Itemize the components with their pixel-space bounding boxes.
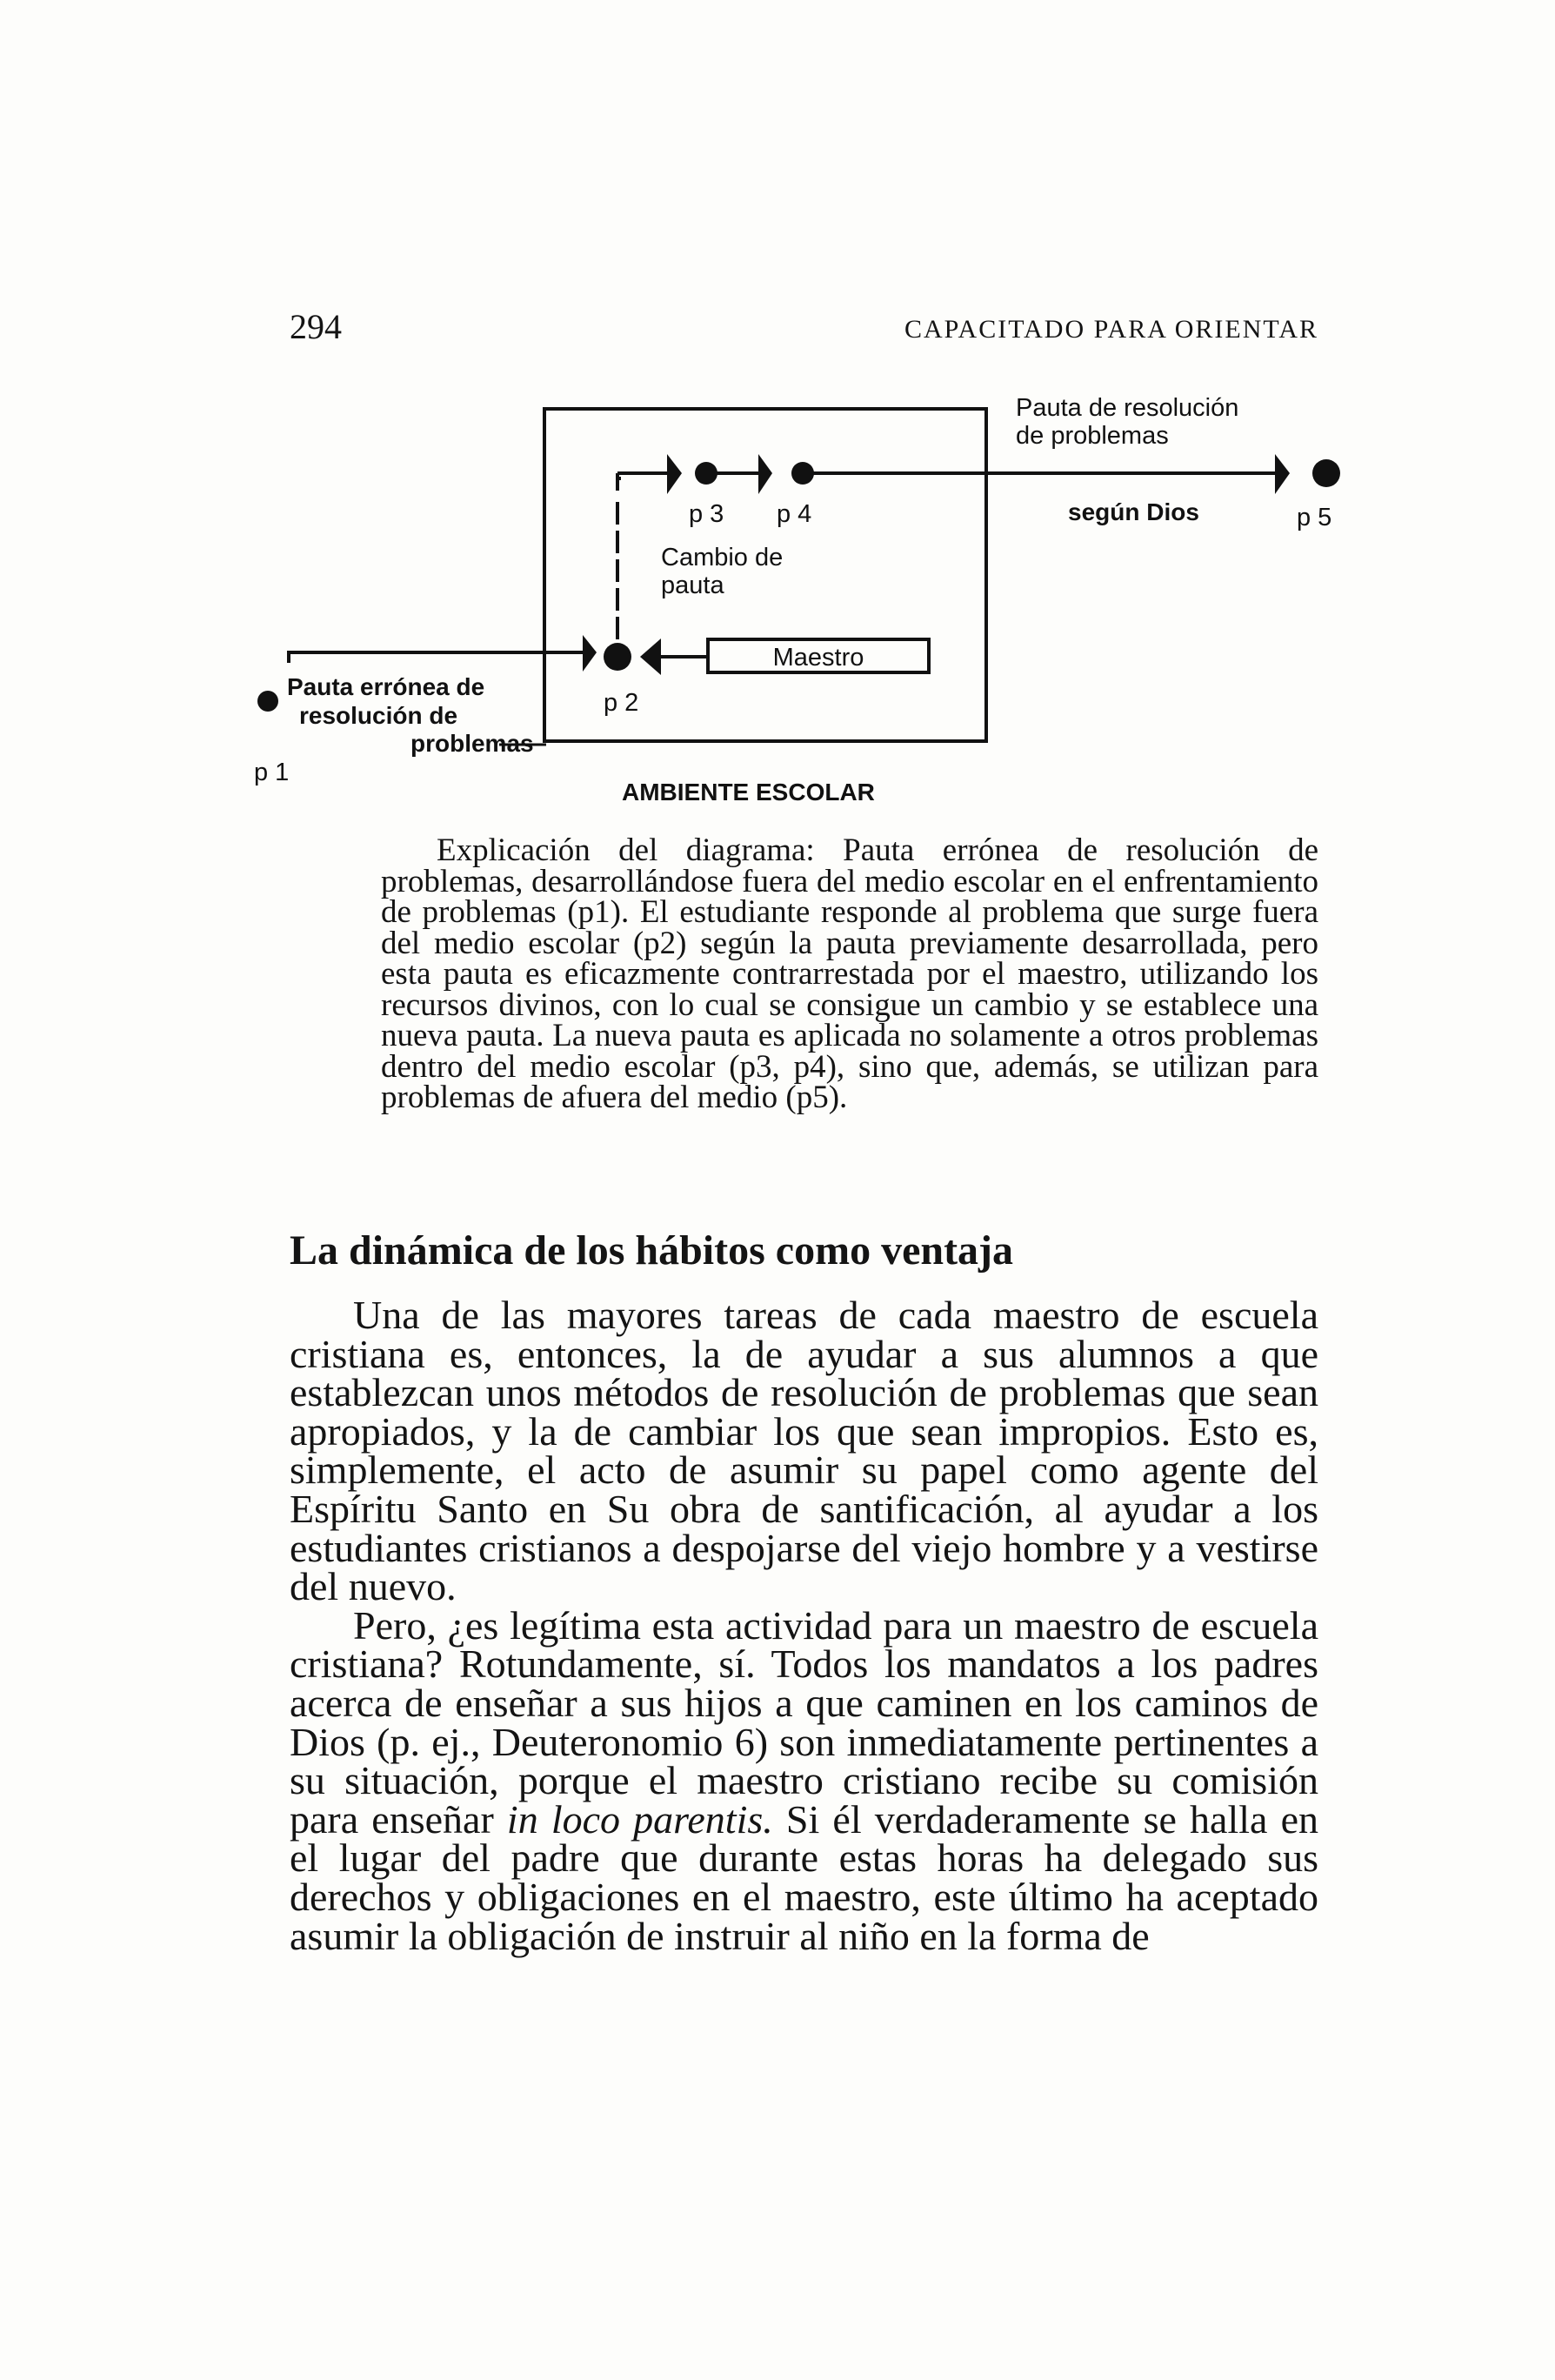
arrow-to-p3 xyxy=(667,454,682,494)
paragraph-2 xyxy=(290,1602,1319,1958)
section-title: La dinámica de los hábitos como ventaja xyxy=(290,1227,1014,1274)
point-p1 xyxy=(257,691,278,712)
teacher-box-label: Maestro xyxy=(772,644,864,672)
page-number: 294 xyxy=(290,307,342,346)
top-right-label-1: Pauta de resolución xyxy=(1016,394,1239,422)
outside-pattern-label-3: problemas xyxy=(410,730,534,757)
point-p2-label: p 2 xyxy=(604,689,639,717)
point-p5 xyxy=(1312,459,1340,487)
arrow-to-p2 xyxy=(583,635,597,672)
latin-phrase: in loco parentis. xyxy=(506,1796,773,1842)
paragraph-2-end: Si él verdaderamente se halla en el lugar del padre que durante estas horas ha delegado sus derechos y obligaciones en el maestro, este último ha aceptado asumir la obligación de instruir al niño en la forma de xyxy=(290,1796,1319,1958)
environment-label: AMBIENTE ESCOLAR xyxy=(622,779,875,806)
point-p1-label: p 1 xyxy=(254,759,290,786)
pattern-change-label-1: Cambio de xyxy=(661,544,784,572)
diagram-caption xyxy=(381,832,1318,1115)
teacher-arrow-head xyxy=(640,638,661,675)
point-p5-label: p 5 xyxy=(1297,504,1332,531)
segun-dios-label: según Dios xyxy=(1068,498,1199,525)
outside-pattern-line xyxy=(289,652,585,663)
caption-text: Explicación del diagrama: Pauta errónea de resolución de problemas, desarrollándose fuera del medio escolar en el enfrentamiento de problemas (p1). El estudiante responde al problema que surge fuera del medio escolar (p2) según la pauta previamente desarrollada, pero esta pauta es eficazmente contrarrestada por el maestro, utilizando los recursos divinos, con lo cual se consigue un cambio y se establece una nueva pauta. La nueva pauta es aplicada no solamente a otros problemas dentro del medio escolar (p3, p4), sino que, además, se utilizan para problemas de afuera del medio (p5). xyxy=(381,832,1318,1115)
point-p4-label: p 4 xyxy=(777,500,812,528)
arrow-to-p4 xyxy=(758,454,772,494)
point-p2 xyxy=(604,643,631,671)
point-p3-label: p 3 xyxy=(689,500,724,528)
habit-pattern-diagram xyxy=(252,374,1383,826)
outside-pattern-label-2: resolución de xyxy=(299,702,458,729)
outside-pattern-label-1: Pauta errónea de xyxy=(287,673,485,700)
paragraph-1: Una de las mayores tareas de cada maestro de escuela cristiana es, entonces, la de ayudar a sus alumnos a que establezcan unos métodos de resolución de problemas que sean apropiados, y la de cambiar los que sean impropios. Esto es, simplemente, el acto de asumir su papel como agente del Espíritu Santo en Su obra de santificación, al ayudar a los estudiantes cristianos a despojarse del viejo hombre y a vestirse del nuevo. xyxy=(290,1293,1318,1609)
paragraph-2-start: Pero, ¿es legítima esta actividad para un maestro de escuela cristiana? Rotundamente, sí. Todos los mandatos a los padres acerca de enseñar a sus hijos a que caminen en los caminos de Dios (p. ej., Deuteronomio 6) son inmediatamente pertinentes a su situación, porque el maestro cristiano recibe su comisión para enseñar xyxy=(290,1602,1318,1842)
arrow-to-p5 xyxy=(1275,454,1290,494)
body-text xyxy=(290,1293,1319,1958)
top-right-label-2: de problemas xyxy=(1016,422,1169,450)
pattern-change-label-2: pauta xyxy=(661,572,724,599)
running-head: CAPACITADO PARA ORIENTAR xyxy=(904,315,1318,344)
